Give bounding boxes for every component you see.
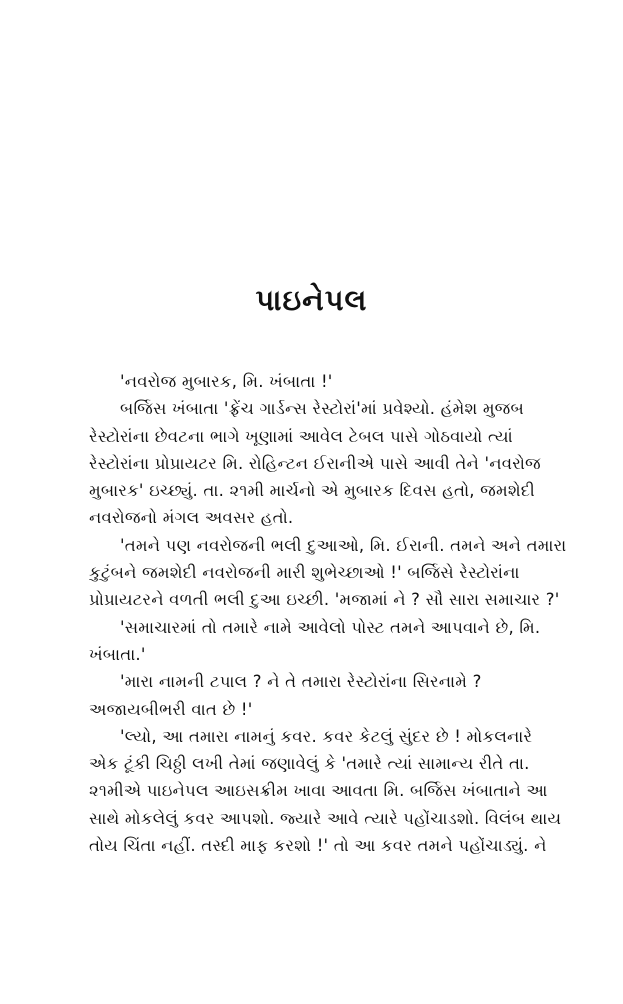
text-line: તોય ચિંતા નહીં. તસ્દી માફ કરશો !' તો આ કવર તમને પહોંચાડ્યું. ને: [89, 836, 547, 856]
text-line: 'લ્યો, આ તમારા નામનું કવર. કવર કેટલું સુંદર છે ! મોકલનારે: [120, 726, 533, 746]
chapter-body: [89, 368, 587, 859]
text-line: કુટુંબને જમશેદી નવરોજની મારી શુભેચ્છાઓ !' બર્જિસે રેસ્ટોરાંના: [89, 563, 520, 583]
text-line: મુબારક' ઇચ્છ્યું. તા. ૨૧મી માર્ચનો એ મુબારક દિવસ હતો, જમશેદી: [89, 481, 535, 501]
text-line: રેસ્ટોરાંના પ્રોપ્રાયટર મિ. રોહિન્ટન ઈરાનીએ પાસે આવી તેને 'નવરોજ: [89, 453, 541, 473]
text-line: સાથે મોકલેલું કવર આપશો. જ્યારે આવે ત્યારે પહોંચાડશો. વિલંબ થાય: [89, 808, 562, 828]
text-line: અજાયબીભરી વાત છે !': [89, 699, 253, 719]
text-line: 'સમાચારમાં તો તમારે નામે આવેલો પોસ્ટ તમને આપવાને છે, મિ.: [120, 617, 541, 637]
text-line: નવરોજનો મંગલ અવસર હતો.: [89, 508, 294, 528]
text-line: એક ટૂંકી ચિઠ્ઠી લખી તેમાં જણાવેલું કે 'તમારે ત્યાં સામાન્ય રીતે તા.: [89, 754, 530, 774]
text-line: પ્રોપ્રાયટરને વળતી ભલી દુઆ ઇચ્છી. 'મજામાં ને ? સૌ સારા સમાચાર ?': [89, 590, 560, 610]
text-line: બર્જિસ ખંબાતા 'ફ્રેંચ ગાર્ડન્સ રેસ્ટોરાં'માં પ્રવેશ્યો. હંમેશ મુજબ: [120, 399, 524, 419]
text-line: ખંબાતા.': [89, 644, 146, 664]
text-line: 'તમને પણ નવરોજની ભલી દુઆઓ, મિ. ઈરાની. તમને અને તમારા: [120, 535, 567, 555]
text-line: ૨૧મીએ પાઇનેપલ આઇસક્રીમ ખાવા આવતા મિ. બર્જિસ ખંબાતાને આ: [89, 781, 548, 801]
text-line: 'મારા નામની ટપાલ ? ને તે તમારા રેસ્ટોરાંના સિરનામે ?: [120, 672, 482, 692]
text-line: 'નવરોજ મુબારક, મિ. ખંબાતા !': [120, 372, 333, 391]
text-line: રેસ્ટોરાંના છેવટના ભાગે ખૂણામાં આવેલ ટેબલ પાસે ગોઠવાયો ત્યાં: [89, 426, 513, 446]
chapter-title: પાઇનેપલ: [255, 283, 368, 317]
